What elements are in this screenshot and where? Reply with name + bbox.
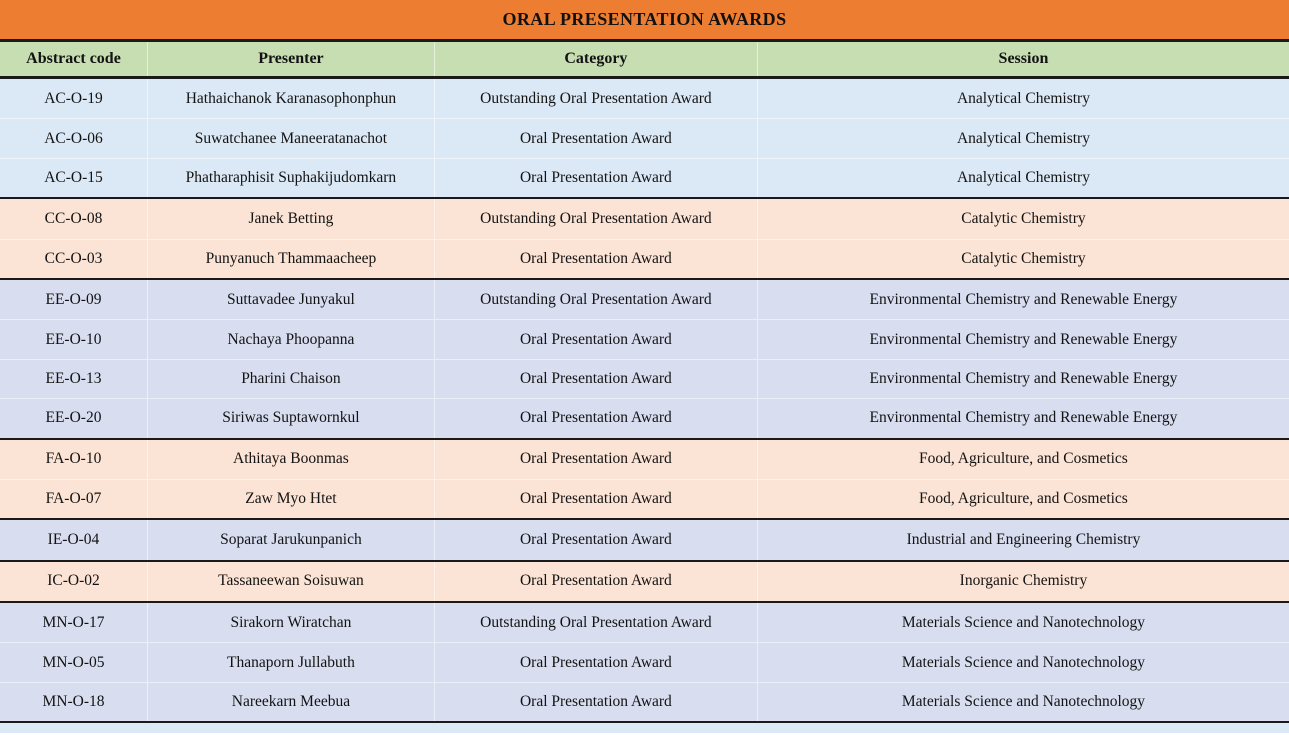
column-header-session: Session [998,50,1049,67]
category-cell: Oral Presentation Award [435,119,758,157]
table-row [0,479,1289,518]
code-cell: CC-O-08 [0,199,148,238]
category-cell: Oral Presentation Award [435,440,758,479]
category-cell: Oral Presentation Award [435,562,758,601]
code-cell: EE-O-09 [0,280,148,319]
table-row [0,319,1289,358]
presenter-cell: Pharini Chaison [148,360,435,398]
category-cell: Oral Presentation Award [435,320,758,358]
presenter-cell: Soparat Jarukunpanich [148,520,435,559]
session-cell: Environmental Chemistry and Renewable Energy [869,369,1178,387]
table-row [0,520,1289,559]
code-cell: IE-O-04 [0,520,148,559]
category-cell: Oral Presentation Award [435,240,758,278]
presenter-cell: Hathaichanok Karanasophonphun [148,79,435,118]
session-cell: Food, Agriculture, and Cosmetics [919,450,1128,468]
session-cell: Materials Science and Nanotechnology [901,613,1146,631]
code-cell: EE-O-10 [0,320,148,358]
code-cell: MN-O-05 [0,643,148,681]
code-cell: AC-O-15 [0,159,148,197]
code-cell: MN-O-17 [0,603,148,642]
session-group [0,603,1289,723]
session-cell: Catalytic Chemistry [961,249,1086,267]
table-row [0,642,1289,681]
presenter-cell: Athitaya Boonmas [148,440,435,479]
session-group [0,440,1289,521]
category-cell: Oral Presentation Award [435,360,758,398]
code-cell: FA-O-07 [0,480,148,518]
category-cell: Oral Presentation Award [435,480,758,518]
code-cell: FA-O-10 [0,440,148,479]
partial-next-row [0,723,1289,733]
category-cell: Outstanding Oral Presentation Award [435,199,758,238]
page-title: ORAL PRESENTATION AWARDS [502,9,787,29]
presenter-cell: Sirakorn Wiratchan [148,603,435,642]
session-group [0,199,1289,280]
presenter-cell: Nareekarn Meebua [148,683,435,721]
session-cell: Inorganic Chemistry [959,572,1088,590]
session-group [0,280,1289,440]
table-row [0,682,1289,721]
table-title-bar [0,0,1289,42]
code-cell: IC-O-02 [0,562,148,601]
presenter-cell: Punyanuch Thammaacheep [148,240,435,278]
column-header-presenter: Presenter [148,42,435,76]
session-cell: Analytical Chemistry [956,129,1090,147]
code-cell: CC-O-03 [0,240,148,278]
code-cell: AC-O-06 [0,119,148,157]
table-header-row [0,42,1289,79]
code-cell: EE-O-20 [0,399,148,437]
column-header-abstract-code: Abstract code [0,42,148,76]
code-cell: MN-O-18 [0,683,148,721]
presenter-cell: Phatharaphisit Suphakijudomkarn [148,159,435,197]
table-row [0,440,1289,479]
category-cell: Outstanding Oral Presentation Award [435,79,758,118]
table-body [0,79,1289,723]
presenter-cell: Suttavadee Junyakul [148,280,435,319]
category-cell: Outstanding Oral Presentation Award [435,603,758,642]
table-row [0,603,1289,642]
table-row [0,158,1289,197]
table-row [0,398,1289,437]
category-cell: Oral Presentation Award [435,520,758,559]
session-cell: Environmental Chemistry and Renewable Energy [869,409,1178,427]
code-cell: EE-O-13 [0,360,148,398]
session-cell: Materials Science and Nanotechnology [901,653,1146,671]
presenter-cell: Suwatchanee Maneeratanachot [148,119,435,157]
session-group [0,520,1289,561]
column-header-category: Category [435,42,758,76]
presenter-cell: Janek Betting [148,199,435,238]
presenter-cell: Nachaya Phoopanna [148,320,435,358]
presenter-cell: Tassaneewan Soisuwan [148,562,435,601]
category-cell: Oral Presentation Award [435,399,758,437]
category-cell: Oral Presentation Award [435,683,758,721]
presenter-cell: Thanaporn Jullabuth [148,643,435,681]
code-cell: AC-O-19 [0,79,148,118]
table-row [0,562,1289,601]
session-cell: Catalytic Chemistry [961,209,1086,227]
category-cell: Oral Presentation Award [435,159,758,197]
presenter-cell: Zaw Myo Htet [148,480,435,518]
session-cell: Environmental Chemistry and Renewable Energy [869,290,1178,308]
table-row [0,280,1289,319]
session-group [0,79,1289,199]
session-cell: Food, Agriculture, and Cosmetics [919,490,1128,508]
session-group [0,562,1289,603]
session-cell: Industrial and Engineering Chemistry [906,530,1141,548]
table-row [0,359,1289,398]
category-cell: Outstanding Oral Presentation Award [435,280,758,319]
table-row [0,118,1289,157]
presenter-cell: Siriwas Suptawornkul [148,399,435,437]
session-cell: Analytical Chemistry [956,89,1090,107]
table-row [0,239,1289,278]
table-row [0,199,1289,238]
category-cell: Oral Presentation Award [435,643,758,681]
session-cell: Materials Science and Nanotechnology [901,693,1146,711]
session-cell: Environmental Chemistry and Renewable Energy [869,330,1178,348]
session-cell: Analytical Chemistry [956,168,1090,186]
table-row [0,79,1289,118]
